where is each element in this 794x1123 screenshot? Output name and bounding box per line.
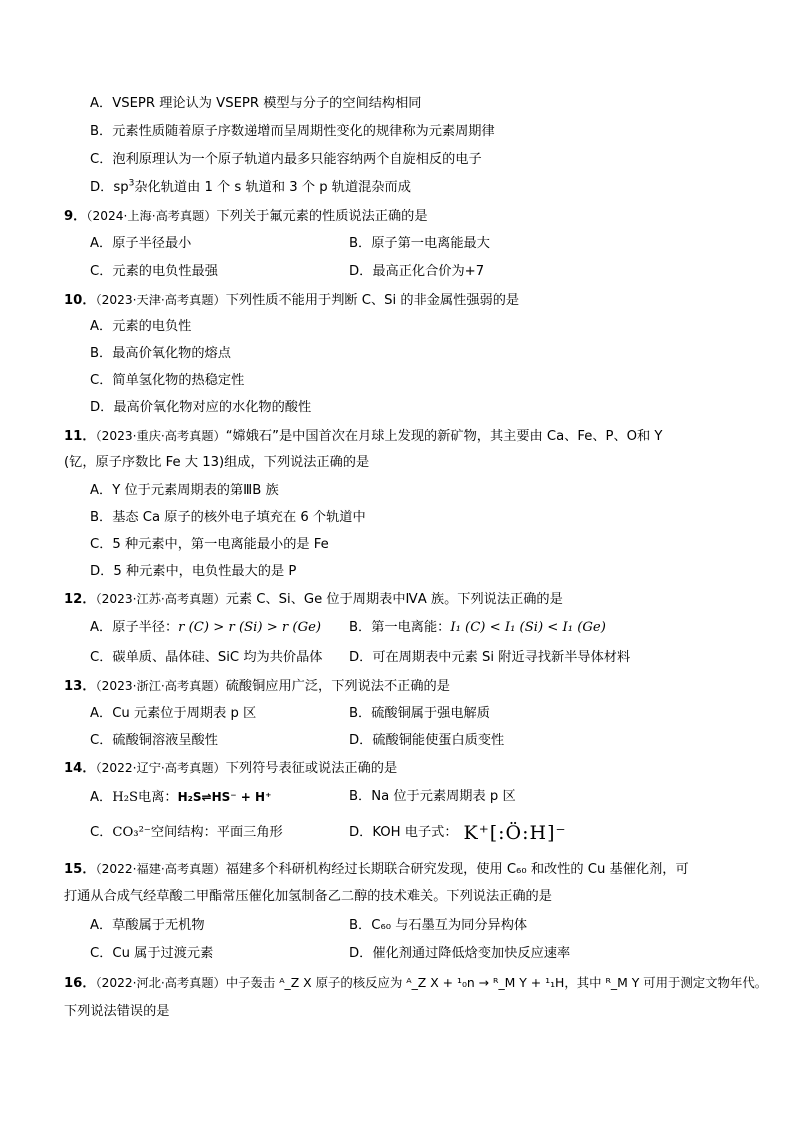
q12-stem — [64, 590, 563, 609]
q13-option-c: C．硫酸铜溶液呈酸性 — [90, 733, 218, 748]
q14-option-d-label: D．KOH 电子式： — [349, 825, 458, 840]
q15-number: 15． — [64, 862, 96, 877]
q14-stem-text: 下列符号表征或说法正确的是 — [225, 761, 398, 776]
q12-option-a-expression: r (C) > r (Si) > r (Ge) — [178, 620, 322, 635]
q8-sp-superscript: 3 — [128, 178, 135, 189]
q8-option-a: A．VSEPR 理论认为 VSEPR 模型与分子的空间结构相同 — [90, 96, 422, 111]
q12-option-a — [90, 619, 321, 637]
q16-source: （2022·河北·高考真题） — [95, 976, 226, 990]
q15-stem-text1: 福建多个科研机构经过长期联合研究发现，使用 C₆₀ 和改性的 Cu 基催化剂，可 — [225, 862, 689, 877]
q14-option-c-label: C． — [90, 825, 113, 840]
q11-option-c: C．5 种元素中，第一电离能最小的是 Fe — [90, 537, 329, 552]
q13-number: 13． — [64, 679, 96, 694]
q10-stem — [64, 291, 519, 310]
q9-stem-text: 下列关于氟元素的性质说法正确的是 — [216, 209, 428, 224]
q14-option-a-mid: 电离： — [138, 790, 178, 805]
q9-option-b: B．原子第一电离能最大 — [349, 236, 490, 251]
koh-electron-formula: K⁺[:Ö:H]⁻ — [463, 822, 567, 844]
q11-stem-text1: “嫦娥石”是中国首次在月球上发现的新矿物，其主要由 Ca、Fe、P、O和 Y — [225, 429, 663, 444]
q13-stem-text: 硫酸铜应用广泛，下列说法不正确的是 — [225, 679, 450, 694]
q10-option-a: A．元素的电负性 — [90, 319, 192, 334]
q15-option-a: A．草酸属于无机物 — [90, 918, 205, 933]
q13-option-d: D．硫酸铜能使蛋白质变性 — [349, 733, 505, 748]
q14-carbonate: CO₃²⁻ — [112, 825, 151, 840]
q15-stem-line2: 打通从合成气经草酸二甲酯常压催化加氢制备乙二醇的技术难关。下列说法正确的是 — [64, 889, 552, 904]
q14-source: （2022·辽宁·高考真题） — [95, 761, 226, 775]
q8-option-d-text: 杂化轨道由 1 个 s 轨道和 3 个 p 轨道混杂而成 — [134, 180, 411, 195]
q11-option-a: A．Y 位于元素周期表的第ⅢB 族 — [90, 483, 279, 498]
q10-source: （2023·天津·高考真题） — [95, 293, 226, 307]
q8-option-b: B．元素性质随着原子序数递增而呈周期性变化的规律称为元素周期律 — [90, 124, 495, 139]
q11-option-b: B．基态 Ca 原子的核外电子填充在 6 个轨道中 — [90, 510, 366, 525]
q11-option-d: D．5 种元素中，电负性最大的是 P — [90, 564, 297, 579]
q14-h2s: H₂S — [112, 790, 139, 805]
q16-stem-line1 — [64, 974, 767, 993]
q9-option-c: C．元素的电负性最强 — [90, 264, 218, 279]
q9-stem — [64, 207, 428, 226]
q11-stem-line1 — [64, 427, 662, 446]
q12-option-b-expression: I₁ (C) < I₁ (Si) < I₁ (Ge) — [450, 620, 606, 635]
q9-number: 9． — [64, 209, 87, 224]
q11-number: 11． — [64, 429, 96, 444]
q11-stem-line2: (钇，原子序数比 Fe 大 13)组成，下列说法正确的是 — [64, 455, 370, 470]
q8-option-c: C．泡利原理认为一个原子轨道内最多只能容纳两个自旋相反的电子 — [90, 152, 482, 167]
q8-option-d — [90, 179, 411, 197]
q12-option-d: D．可在周期表中元素 Si 附近寻找新半导体材料 — [349, 650, 631, 665]
q13-option-b: B．硫酸铜属于强电解质 — [349, 706, 490, 721]
q10-option-d: D．最高价氧化物对应的水化物的酸性 — [90, 400, 312, 415]
q13-source: （2023·浙江·高考真题） — [95, 679, 226, 693]
q15-option-d: D．催化剂通过降低焓变加快反应速率 — [349, 946, 571, 961]
q12-source: （2023·江苏·高考真题） — [95, 592, 226, 606]
q16-stem-text1: 中子轰击 ᴬ_Z X 原子的核反应为 ᴬ_Z X + ¹₀n → ᴿ_M Y + ¹₁H，其中 ᴿ_M Y 可用于测定文物年代。 — [225, 975, 768, 990]
q16-stem-line2: 下列说法错误的是 — [64, 1004, 170, 1019]
q14-stem — [64, 759, 397, 778]
q14-option-c — [90, 824, 283, 842]
q10-option-b: B．最高价氧化物的熔点 — [90, 346, 231, 361]
q14-option-a-label: A． — [90, 790, 113, 805]
q15-source: （2022·福建·高考真题） — [95, 862, 226, 876]
q12-stem-text: 元素 C、Si、Ge 位于周期表中ⅣA 族。下列说法正确的是 — [225, 592, 563, 607]
q14-option-c-text: 空间结构：平面三角形 — [150, 825, 283, 840]
q10-stem-text: 下列性质不能用于判断 C、Si 的非金属性强弱的是 — [225, 293, 520, 308]
q9-option-a: A．原子半径最小 — [90, 236, 192, 251]
q16-number: 16． — [64, 976, 96, 991]
q15-stem-line1 — [64, 860, 689, 879]
q14-option-b: B．Na 位于元素周期表 p 区 — [349, 789, 516, 804]
q12-number: 12． — [64, 592, 96, 607]
q15-option-c: C．Cu 属于过渡元素 — [90, 946, 214, 961]
q8-option-d-label: D． — [90, 180, 114, 195]
q12-option-b — [349, 619, 606, 637]
q14-number: 14． — [64, 761, 96, 776]
q13-option-a: A．Cu 元素位于周期表 p 区 — [90, 706, 257, 721]
q12-option-a-label: A．原子半径： — [90, 620, 179, 635]
q12-option-b-label: B．第一电离能： — [349, 620, 451, 635]
q12-option-c: C．碳单质、晶体硅、SiC 均为共价晶体 — [90, 650, 323, 665]
q10-number: 10． — [64, 293, 96, 308]
q10-option-c: C．简单氢化物的热稳定性 — [90, 373, 245, 388]
q13-stem — [64, 677, 450, 696]
q14-ionization-equation: H₂S⇌HS⁻ + H⁺ — [177, 790, 272, 804]
q9-source: （2024·上海·高考真题） — [86, 209, 217, 223]
q9-option-d: D．最高正化合价为+7 — [349, 264, 485, 279]
q14-option-a — [90, 788, 271, 807]
q14-option-d — [349, 824, 567, 842]
q8-sp: sp — [113, 180, 129, 195]
q11-source: （2023·重庆·高考真题） — [95, 429, 226, 443]
q15-option-b: B．C₆₀ 与石墨互为同分异构体 — [349, 918, 528, 933]
